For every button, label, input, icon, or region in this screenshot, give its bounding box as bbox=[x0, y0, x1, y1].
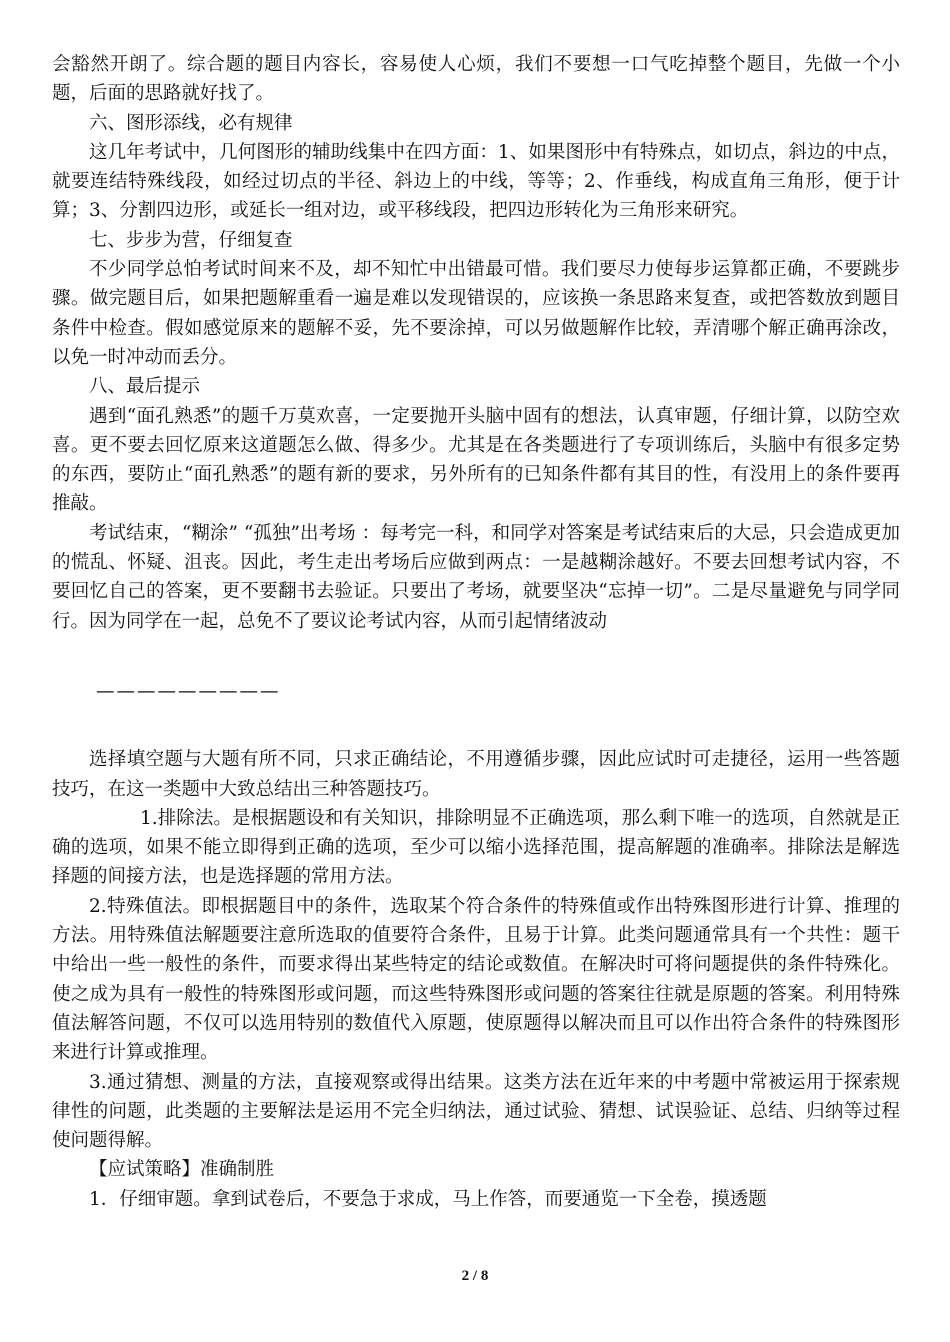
paragraph-elimination-method: 1.排除法。是根据题设和有关知识，排除明显不正确选项，那么剩下唯一的选项，自然就是正确的选项，如果不能立即得到正确的选项，至少可以缩小选择范围，提高解题的准确率。排除法是解选择题的间接方法，也是选择题的常用方法。 bbox=[52, 807, 900, 888]
section-heading-7: 七、步步为营，仔细复查 bbox=[89, 229, 293, 251]
document-page bbox=[52, 50, 900, 1214]
page-number: 2 / 8 bbox=[461, 1268, 489, 1284]
paragraph-guess-measure-method: 3.通过猜想、测量的方法，直接观察或得出结果。这类方法在近年来的中考题中常被运用于探索规律性的问题，此类题的主要解法是运用不完全归纳法，通过试验、猜想、试误验证、总结、归纳等过程使问题得解。 bbox=[52, 1071, 900, 1152]
section-heading-8: 八、最后提示 bbox=[89, 376, 201, 398]
separator-dashes: ————————— bbox=[96, 680, 281, 702]
paragraph-continuation: 会豁然开朗了。综合题的题目内容长，容易使人心烦，我们不要想一口气吃掉整个题目，先做一个小题，后面的思路就好找了。 bbox=[52, 54, 900, 105]
paragraph-careful-reading: 1．仔细审题。拿到试卷后，不要急于求成，马上作答，而要通览一下全卷，摸透题 bbox=[89, 1188, 767, 1210]
paragraph-auxiliary-lines: 这几年考试中，几何图形的辅助线集中在四方面：1、如果图形中有特殊点，如切点，斜边的中点，就要连结特殊线段，如经过切点的半径、斜边上的中线，等等；2、作垂线，构成直角三角形，便于计算；3、分割四边形，或延长一组对边，或平移线段，把四边形转化为三角形来研究。 bbox=[52, 141, 900, 222]
paragraph-special-value-method: 2.特殊值法。即根据题目中的条件，选取某个符合条件的特殊值或作出特殊图形进行计算、推理的方法。用特殊值法解题要注意所选取的值要符合条件，且易于计算。此类问题通常具有一个共性：题干中给出一些一般性的条件，而要求得出某些特定的结论或数值。在解决时可将问题提供的条件特殊化。使之成为具有一般性的特殊图形或问题，而这些特殊图形或问题的答案往往就是原题的答案。利用特殊值法解答问题，不仅可以选用特别的数值代入原题，使原题得以解决而且可以作出符合条件的特殊图形来进行计算或推理。 bbox=[52, 895, 900, 1064]
paragraph-choice-intro: 选择填空题与大题有所不同，只求正确结论，不用遵循步骤，因此应试时可走捷径，运用一些答题技巧，在这一类题中大致总结出三种答题技巧。 bbox=[52, 749, 900, 800]
paragraph-after-exam: 考试结束，“糊涂” “孤独”出考场 ：每考完一科，和同学对答案是考试结束后的大忌，只会造成更加的慌乱、怀疑、沮丧。因此，考生走出考场后应做到两点：一是越糊涂越好。不要去回想考试内容，不要回忆自己的答案，更不要翻书去验证。只要出了考场，就要坚决“忘掉一切”。二是尽量避免与同学同行。因为同学在一起，总免不了要议论考试内容，从而引起情绪波动 bbox=[52, 522, 900, 632]
section-heading-6: 六、图形添线，必有规律 bbox=[89, 112, 293, 134]
paragraph-final-tips: 遇到“面孔熟悉”的题千万莫欢喜，一定要抛开头脑中固有的想法，认真审题，仔细计算，以防空欢喜。更不要去回忆原来这道题怎么做、得多少。尤其是在各类题进行了专项训练后，头脑中有很多定势的东西，要防止“面孔熟悉”的题有新的要求，另外所有的已知条件都有其目的性，有没用上的条件要再推敲。 bbox=[52, 405, 900, 515]
strategy-heading: 【应试策略】准确制胜 bbox=[89, 1159, 275, 1181]
paragraph-review: 不少同学总怕考试时间来不及，却不知忙中出错最可惜。我们要尽力使每步运算都正确，不要跳步骤。做完题目后，如果把题解重看一遍是难以发现错误的，应该换一条思路来复查，或把答数放到题目条件中检查。假如感觉原来的题解不妥，先不要涂掉，可以另做题解作比较，弄清哪个解正确再涂改，以免一时冲动而丢分。 bbox=[52, 259, 900, 368]
